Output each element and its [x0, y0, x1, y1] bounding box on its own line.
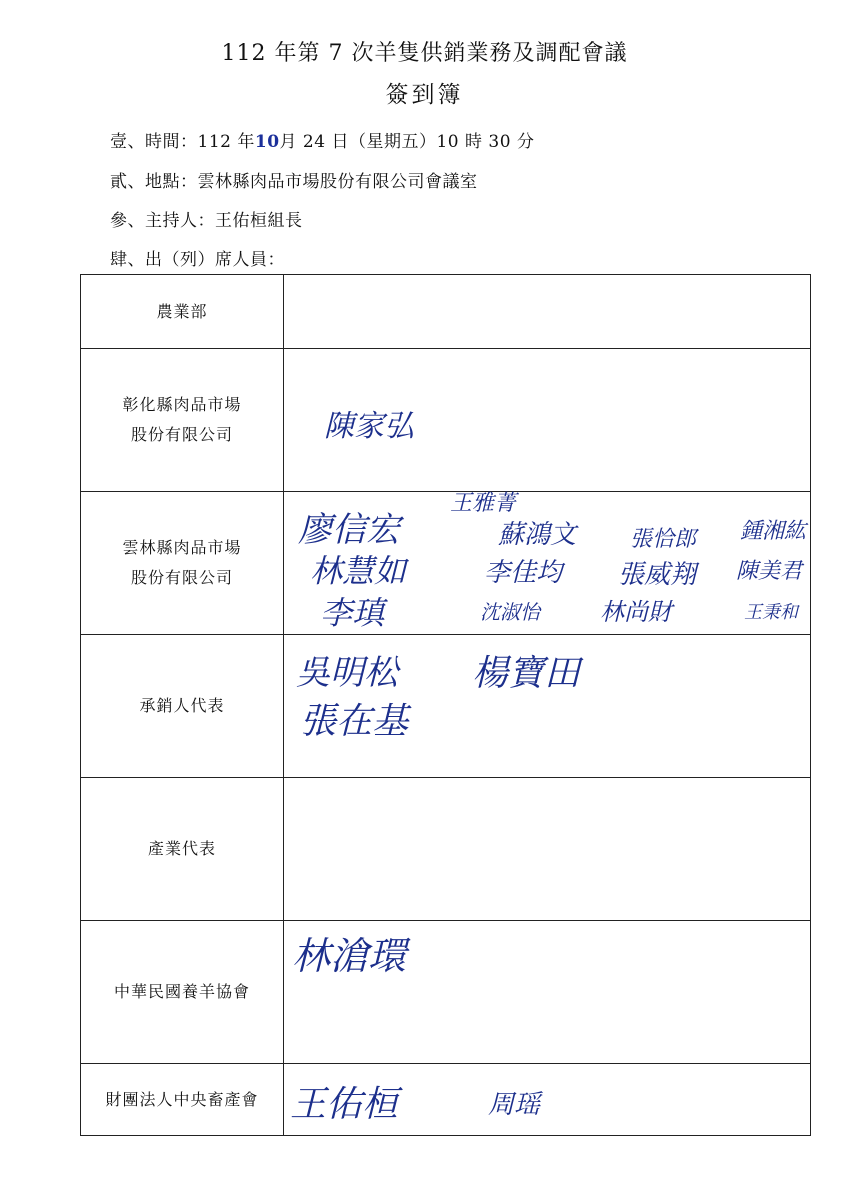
- time-prefix: 壹、時間：112 年: [110, 132, 255, 152]
- signature-cell: [284, 921, 811, 1064]
- signature-cell: [284, 635, 811, 778]
- signature: 王佑桓: [290, 1084, 399, 1125]
- meeting-time: [110, 127, 534, 152]
- org-cell: [81, 1064, 284, 1136]
- meeting-location: 貳、地點：雲林縣肉品市場股份有限公司會議室: [110, 172, 478, 192]
- org-name: 中華民國養羊協會: [113, 982, 250, 1001]
- signature: 林滄環: [292, 934, 407, 978]
- org-name-line1: 雲林縣肉品市場: [122, 538, 242, 557]
- signature: 張在基: [300, 701, 409, 742]
- signature-cell: [284, 349, 811, 492]
- org-name: 產業代表: [147, 839, 216, 858]
- org-name: 農業部: [156, 301, 208, 321]
- signature: 陳美君: [736, 559, 803, 584]
- signature-cell: [284, 275, 811, 349]
- table-row: [81, 778, 811, 921]
- signature-cell: [284, 778, 811, 921]
- signature: 王雅菁: [450, 491, 517, 516]
- signature: 吳明松: [296, 653, 398, 693]
- signature: 林慧如: [310, 552, 407, 590]
- table-row: [81, 921, 811, 1064]
- document-title: 112 年第 7 次羊隻供銷業務及調配會議: [221, 41, 628, 66]
- signature: 鍾湘紘: [740, 519, 807, 544]
- org-cell: [81, 275, 284, 349]
- signature: 李佳均: [484, 558, 563, 588]
- table-row: [81, 1064, 811, 1136]
- org-name: 承銷人代表: [139, 696, 225, 715]
- org-cell: [81, 492, 284, 635]
- table-row: [81, 275, 811, 349]
- org-name-line2: 股份有限公司: [130, 425, 233, 444]
- signature-cell: [284, 492, 811, 635]
- table-row: [81, 349, 811, 492]
- signature: 李瑱: [320, 594, 385, 632]
- signature: 林尚財: [600, 598, 672, 626]
- org-cell: [81, 921, 284, 1064]
- signature-cell: [284, 1064, 811, 1136]
- org-name: 財團法人中央畜產會: [105, 1089, 259, 1109]
- org-cell: [81, 778, 284, 921]
- signature: 陳家弘: [324, 409, 414, 444]
- signature: 楊寶田: [472, 653, 581, 694]
- org-cell: [81, 635, 284, 778]
- signature: 張威翔: [618, 560, 697, 590]
- meeting-host: 參、主持人：王佑桓組長: [110, 211, 303, 231]
- signature: 周瑶: [488, 1090, 541, 1120]
- org-name-line2: 股份有限公司: [130, 568, 233, 587]
- org-cell: [81, 349, 284, 492]
- time-rest: 月 24 日（星期五）10 時 30 分: [279, 132, 535, 152]
- table-row: [81, 492, 811, 635]
- signature: 張恰郎: [630, 527, 697, 552]
- attendance-table: [80, 274, 811, 1136]
- signature: 廖信宏: [298, 510, 400, 550]
- time-month-handwritten: 10: [254, 132, 280, 152]
- document-subtitle: 簽到簿: [385, 82, 464, 108]
- table-row: [81, 635, 811, 778]
- signature: 蘇鴻文: [498, 520, 577, 550]
- attendees-label: 肆、出（列）席人員：: [110, 250, 285, 270]
- signature: 王秉和: [744, 602, 798, 623]
- signature: 沈淑怡: [480, 600, 540, 624]
- org-name-line1: 彰化縣肉品市場: [122, 395, 242, 414]
